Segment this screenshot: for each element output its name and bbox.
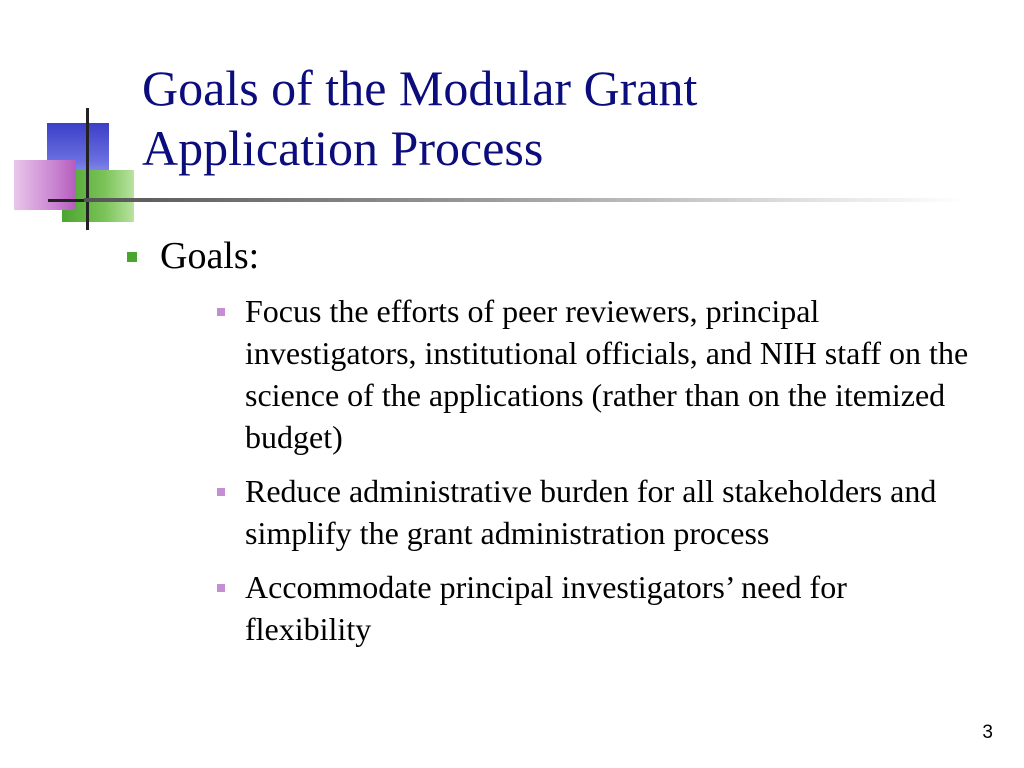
sub-bullet-item [160, 470, 980, 554]
slide-title [142, 58, 1002, 178]
title-line-1: Goals of the Modular Grant [142, 60, 698, 116]
square-bullet-icon [127, 252, 137, 262]
sub-bullet-list [160, 290, 980, 650]
title-divider [84, 198, 964, 202]
sub-bullet-text: Focus the efforts of peer reviewers, principal investigators, institutional officials, and NIH staff on the science of the applications (rather than on the itemized budget) [245, 293, 969, 455]
decorative-logo [0, 0, 140, 230]
sub-bullet-item [160, 290, 980, 458]
sub-bullet-text: Accommodate principal investigators’ need for flexibility [245, 569, 847, 647]
sub-bullet-item [160, 566, 980, 650]
title-line-2: Application Process [142, 120, 544, 176]
vertical-line-decoration [86, 108, 89, 230]
pink-square-decoration [14, 160, 76, 210]
square-bullet-icon [217, 308, 225, 316]
page-number: 3 [982, 722, 993, 743]
bullet-goals [120, 232, 980, 650]
bullet-text: Goals: [160, 235, 260, 277]
bullet-list [120, 232, 980, 662]
square-bullet-icon [217, 488, 225, 496]
sub-bullet-text: Reduce administrative burden for all stakeholders and simplify the grant administration process [245, 473, 937, 551]
square-bullet-icon [217, 584, 225, 592]
